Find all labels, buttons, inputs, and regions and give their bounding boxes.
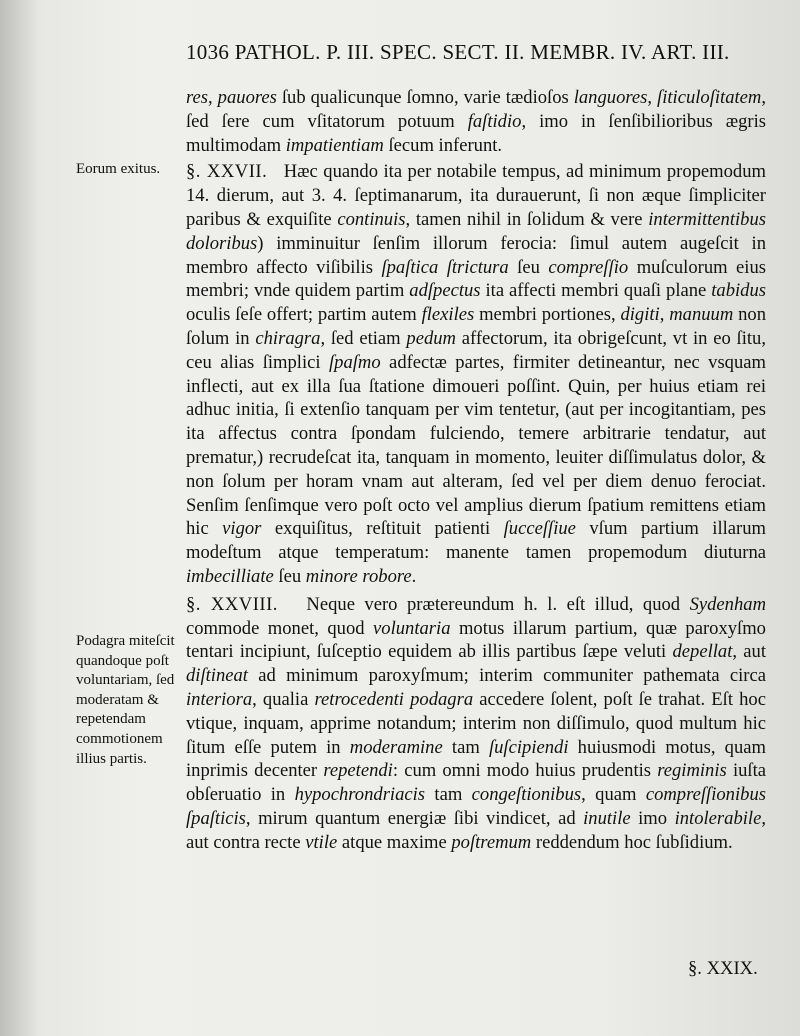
italic-run: faſtidio [467, 110, 522, 132]
paragraph-text [186, 161, 766, 587]
text-run: adfectæ partes, firmiter detineantur, nec vsquam inflecti, aut ex illa ſua ſtatione dimoueri poſſint. Quin, per huius etiam rei adhuc initia, ſi extenſio tanquam per vim tentetur, (aut per incogitantiam, pes ita affectus contra ſpondam fulciendo, temere arbitrarie tendatur, aut prematur,) recrudeſcat ita, tanquam in momento, leuiter diſſimulatus dolor, & non ſolum per horam vnam aut alteram, ſed vel per diem denuo ferociat. Senſim ſenſimque vero poſt octo vel amplius dierum ſpatium remittens etiam hic [186, 351, 766, 540]
text-run: reddendum hoc ſubſidium. [531, 831, 733, 853]
text-run: iuſta obſeruatio in [186, 760, 766, 806]
italic-run: flexiles [421, 304, 475, 326]
text-run: huiusmodi motus, quam inprimis decenter [186, 736, 766, 782]
italic-run: intolerabile [674, 807, 762, 829]
italic-run: intermittentibus doloribus [186, 208, 766, 254]
italic-run: compreſſionibus ſpaſticis [186, 784, 766, 829]
text-run: Hæc quando ita per notabile tempus, ad minimum propemodum 14. dierum, aut 3. 4. ſeptimanarum, ita durauerunt, ſi non æque ſimpliciter paribus & exquiſite [186, 161, 766, 230]
section-number: §. XXVII. [186, 161, 268, 183]
italic-run: vigor [222, 518, 262, 540]
text-run: ſecum inferunt. [383, 134, 503, 156]
text-run: exquiſitus, reſtituit patienti [261, 518, 504, 540]
italic-run: tabidus [711, 280, 767, 302]
text-run: affectorum, ita obrigeſcunt, vt in eo ſitu, ceu alias ſimplici [186, 327, 766, 373]
italic-run: regiminis [657, 760, 727, 782]
text-run: , imo in ſenſibilioribus ægris multimodam [186, 110, 766, 156]
text-run: accedere ſolent, poſt ſe trahat. Eſt hoc vtique, inquam, apprime notandum; interim non diſſimulo, quod multum hic ſitum eſſe putem in [186, 688, 766, 758]
italic-run: minore robore [305, 565, 412, 587]
italic-run: retrocedenti podagra [314, 688, 474, 710]
text-run: vſum partium illarum modeſtum atque temperatum: manente tamen propemodum diuturna [186, 518, 766, 564]
italic-run: hypochrondriacis [294, 784, 426, 806]
text-run: tam [442, 736, 489, 758]
italic-run: languores [573, 87, 648, 108]
italic-run: congeſtionibus [471, 784, 582, 806]
text-run: muſculorum eius membri; vnde quidem partim [186, 256, 766, 302]
italic-run: adſpectus [409, 280, 481, 302]
italic-run: ſpaſmo [328, 351, 381, 373]
text-run: , aut [732, 641, 766, 663]
italic-run: vtile [305, 831, 338, 853]
text-run: membri portiones, [474, 304, 621, 326]
italic-run: imbecilliate [186, 565, 274, 587]
italic-run: ſucceſſiue [503, 518, 576, 540]
italic-run: repetendi [323, 760, 393, 782]
italic-run: ſiticuloſitatem [657, 87, 762, 108]
margin-note-podagra: Podagra miteſcit quandoque poſt voluntariam, ſed moderatam & repetendam commotionem illius partis. [76, 633, 175, 767]
text-run: : cum omni modo huius prudentis [392, 760, 658, 782]
italic-run: moderamine [349, 736, 443, 758]
text-run: , [647, 87, 658, 108]
italic-run: voluntaria [373, 617, 451, 639]
section-number: §. XXVIII. [186, 593, 278, 615]
text-run: ita affecti membri quaſi plane [480, 280, 712, 302]
italic-run: diſtineat [186, 665, 248, 687]
italic-run: impatientiam [285, 134, 384, 156]
italic-run: res [186, 87, 209, 108]
text-run: commode monet, quod [186, 617, 374, 639]
italic-run: depellat [672, 641, 733, 663]
italic-run: chiragra [255, 327, 321, 349]
catchword: §. XXIX. [688, 958, 758, 979]
italic-run: continuis [337, 208, 406, 230]
text-run: , mirum quantum energiæ ſibi vindicet, ad [245, 807, 584, 829]
italic-run: pauores [217, 87, 277, 108]
italic-run: ſuſcipiendi [488, 736, 569, 758]
text-run: , ſed ſere cum vſitatorum potuum [186, 87, 767, 132]
paragraph-continued [186, 86, 766, 157]
italic-run: inutile [583, 807, 631, 829]
text-run: ſub qualicunque ſomno, varie tædioſos [276, 87, 574, 108]
text-run: Neque vero prætereundum h. l. eſt illud, quod [306, 593, 690, 615]
running-head: 1036 PATHOL. P. III. SPEC. SECT. II. MEMBR. IV. ART. III. [186, 40, 730, 64]
margin-note-exitus: Eorum exitus. [76, 161, 161, 177]
text-run: atque maxime [337, 831, 452, 853]
text-run: ſeu [273, 565, 306, 587]
italic-run: manuum [669, 304, 734, 326]
text-run: imo [630, 807, 675, 829]
italic-run: poſtremum [451, 831, 532, 853]
text-run: , [208, 87, 218, 108]
text-run: , qualia [252, 688, 315, 710]
text-run: , quam [581, 784, 646, 806]
text-run: , [659, 304, 670, 326]
paragraph-section-27 [186, 160, 766, 588]
body-text [186, 86, 766, 855]
paragraph-section-28 [186, 593, 766, 855]
italic-run: interiora [186, 688, 253, 710]
italic-run: ſpaſtica ſtrictura [381, 256, 509, 278]
text-run: motus illarum partium, quæ paroxyſmo tentari incipiunt, ſuſceptio equidem ab illis partibus ſæpe veluti [186, 617, 766, 663]
paragraph-text [186, 87, 766, 156]
text-run: , aut contra recte [186, 807, 766, 853]
text-run: non ſolum in [186, 304, 766, 349]
text-run: ad minimum paroxyſmum; interim communiter pathemata circa [247, 665, 766, 687]
text-run: , tamen nihil in ſolidum & vere [405, 208, 649, 230]
text-run: . [411, 565, 417, 587]
text-run: ) imminuitur ſenſim illorum ferocia: ſimul autem augeſcit in membro affecto viſibilis [186, 232, 766, 278]
text-run: , ſed etiam [320, 327, 407, 349]
text-run: tam [425, 784, 472, 806]
italic-run: Sydenham [689, 593, 766, 615]
italic-run: compreſſio [548, 256, 629, 278]
paragraph-text [186, 594, 766, 853]
italic-run: digiti [620, 304, 660, 326]
text-run: ſeu [508, 256, 549, 278]
italic-run: pedum [406, 327, 456, 349]
text-run: oculis ſeſe offert; partim autem [186, 304, 422, 326]
